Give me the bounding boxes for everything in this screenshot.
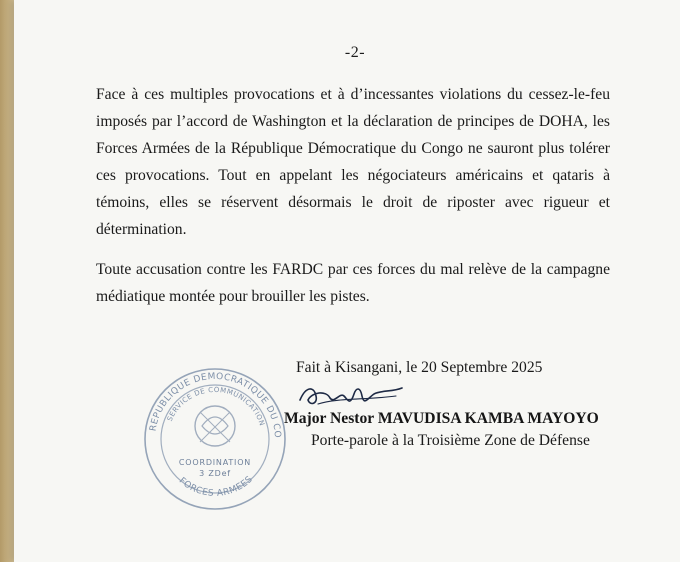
signatory-name: Major Nestor MAVUDISA KAMBA MAYOYO [284,410,599,427]
emblem-icon [195,406,235,446]
place-and-date: Fait à Kisangani, le 20 Septembre 2025 [296,359,543,376]
stamp-center-line1: COORDINATION [178,458,252,467]
paragraph-accusation: Toute accusation contre les FARDC par ces forces du mal relève de la campagne médiatique montée pour brouiller les pistes. [96,261,610,305]
stamp-center-line2: 3 ZDef [199,469,231,478]
official-stamp [140,364,290,519]
stamp-bottom-text: FORCES ARMEES [176,474,256,499]
stamp-outer-text: REPUBLIQUE DEMOCRATIQUE DU CO [148,371,283,439]
stamp-inner-text: SERVICE DE COMMUNICATION [165,385,267,428]
paragraph-provocations: Face à ces multiples provocations et à d’incessantes violations du cessez-le-feu imposés par l’accord de Washington et la déclaration de principes de DOHA, les Forces Armées de la République Démocratique du Congo ne sauront plus tolérer ces provocations. Tout en appelant les négociateurs américains et qataris à témoins, elles se réservent désormais le droit de riposter avec rigueur et détermination. [96,86,610,238]
signatory-title: Porte-parole à la Troisième Zone de Défense [311,432,590,449]
page-number: -2- [344,44,366,61]
